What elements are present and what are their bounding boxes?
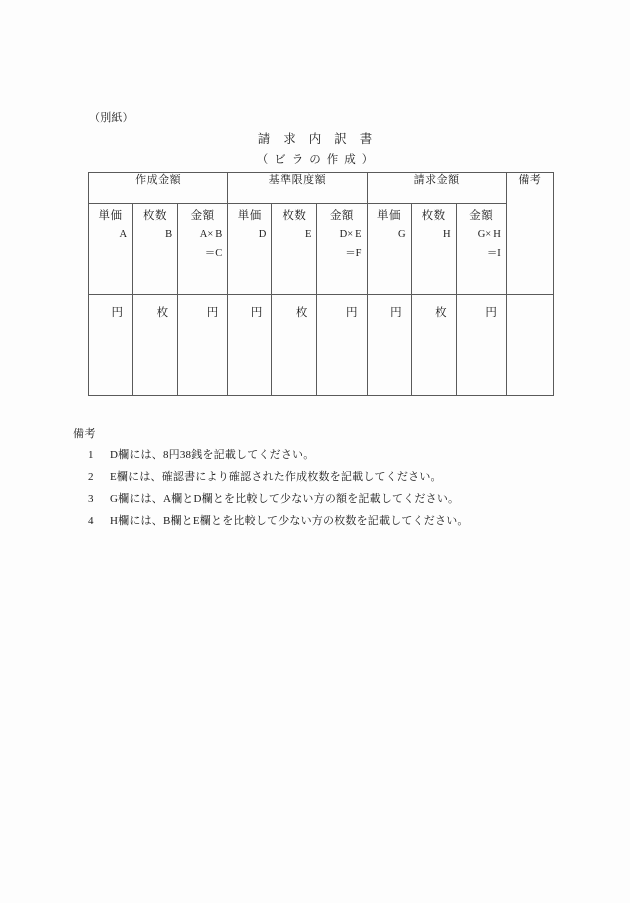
column-header-amount-f: 金額 D×E ＝F bbox=[317, 204, 367, 295]
note-number: 4 bbox=[88, 515, 94, 527]
notes-section bbox=[73, 426, 593, 535]
note-text: E欄には、確認書により確認された作成枚数を記載してください。 bbox=[110, 471, 442, 483]
table-entry-row bbox=[89, 295, 554, 396]
column-header-amount-c: 金額 A×B ＝C bbox=[178, 204, 228, 295]
entry-cell-sheets-b[interactable]: 枚 bbox=[133, 295, 178, 396]
note-number: 1 bbox=[88, 449, 94, 461]
column-header-unit-price-d: 単価 D bbox=[228, 204, 272, 295]
column-header-unit-price-g: 単価 G bbox=[367, 204, 411, 295]
note-number: 3 bbox=[88, 493, 94, 505]
group-header-billing-amount: 請求金額 bbox=[367, 173, 506, 204]
column-header-unit-price-a: 単価 A bbox=[89, 204, 133, 295]
column-header-sheets-b: 枚数 B bbox=[133, 204, 178, 295]
group-header-standard-limit: 基準限度額 bbox=[228, 173, 367, 204]
page-title: 請求内訳書 bbox=[257, 132, 386, 146]
column-header-sheets-h: 枚数 H bbox=[411, 204, 456, 295]
group-header-creation-amount: 作成金額 bbox=[89, 173, 228, 204]
note-text: G欄には、A欄とD欄とを比較して少ない方の額を記載してください。 bbox=[110, 493, 460, 505]
entry-cell-amount-c[interactable]: 円 bbox=[178, 295, 228, 396]
table-sub-header-row bbox=[89, 204, 554, 295]
note-item bbox=[73, 447, 593, 463]
entry-cell-amount-f[interactable]: 円 bbox=[317, 295, 367, 396]
column-header-amount-i: 金額 G×H ＝I bbox=[456, 204, 506, 295]
entry-cell-unit-price-g[interactable]: 円 bbox=[367, 295, 411, 396]
note-item bbox=[73, 513, 593, 529]
entry-cell-sheets-h[interactable]: 枚 bbox=[411, 295, 456, 396]
note-item bbox=[73, 469, 593, 485]
entry-cell-amount-i[interactable]: 円 bbox=[456, 295, 506, 396]
page-subtitle: （ビラの作成） bbox=[256, 154, 380, 166]
billing-breakdown-table-wrapper bbox=[88, 172, 554, 396]
notes-heading: 備考 bbox=[73, 428, 96, 440]
entry-cell-sheets-e[interactable]: 枚 bbox=[272, 295, 317, 396]
attachment-label: （別紙） bbox=[89, 112, 134, 124]
entry-cell-unit-price-d[interactable]: 円 bbox=[228, 295, 272, 396]
table-group-header-row bbox=[89, 173, 554, 204]
column-header-remarks: 備考 bbox=[506, 173, 553, 295]
note-text: H欄には、B欄とE欄とを比較して少ない方の枚数を記載してください。 bbox=[110, 515, 469, 527]
note-text: D欄には、8円38銭を記載してください。 bbox=[110, 449, 315, 461]
note-number: 2 bbox=[88, 471, 94, 483]
column-header-sheets-e: 枚数 E bbox=[272, 204, 317, 295]
entry-cell-remarks[interactable] bbox=[506, 295, 553, 396]
entry-cell-unit-price-a[interactable]: 円 bbox=[89, 295, 133, 396]
billing-breakdown-table bbox=[88, 172, 554, 396]
note-item bbox=[73, 491, 593, 507]
